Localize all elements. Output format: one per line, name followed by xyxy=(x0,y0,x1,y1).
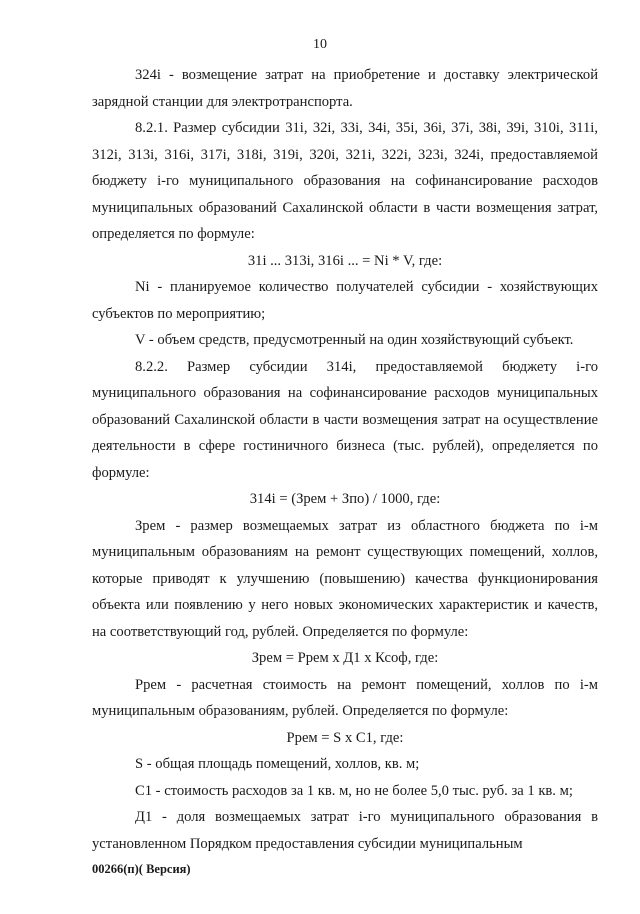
formula-314i: 314i = (Зрем + Зпо) / 1000, где: xyxy=(249,491,441,507)
definition-d1: Д1 - доля возмещаемых затрат i-го муниципального образования в установленном Порядком предоставления субсидии муниципальным xyxy=(92,809,598,852)
document-body xyxy=(92,62,598,857)
formula-rrem: Ррем = S х C1, где: xyxy=(286,729,404,746)
definition-ni: Ni - планируемое количество получателей субсидии - хозяйствующих субъектов по мероприятию; xyxy=(92,279,598,322)
formula-zrem: Зрем = Ррем х Д1 х Ксоф, где: xyxy=(251,650,439,666)
definition-c1: C1 - стоимость расходов за 1 кв. м, но не более 5,0 тыс. руб. за 1 кв. м; xyxy=(135,782,573,799)
definition-v: V - объем средств, предусмотренный на один хозяйствующий субъект. xyxy=(135,332,574,348)
formula-31i: 31i ... 313i, 316i ... = Ni * V, где: xyxy=(247,252,443,269)
paragraph-8-2-2: 8.2.2. Размер субсидии 314i, предоставляемой бюджету i-го муниципального образования на софинансирование расходов муниципальных образований Сахалинской области в части возмещения затрат на осуществление деятельности в сфере гостиничного бизнеса (тыс. рублей), определяется по формуле: xyxy=(92,358,598,481)
definition-s: S - общая площадь помещений, холлов, кв. м; xyxy=(135,756,420,772)
definition-rrem: Ррем - расчетная стоимость на ремонт помещений, холлов по i-м муниципальным образованиям, рублей. Определяется по формуле: xyxy=(92,676,598,719)
paragraph-8-2-1: 8.2.1. Размер субсидии 31i, 32i, 33i, 34i, 35i, 36i, 37i, 38i, 39i, 310i, 311i, 312i, 313i, 316i, 317i, 318i, 319i, 320i, 321i, 322i, 323i, 324i, предоставляемой бюджету i-го муниципального образования на софинансирование расходов муниципальных образований Сахалинской области в части возмещения затрат, определяется по формуле: xyxy=(92,120,598,242)
document-footer: 00266(п)( Версия) xyxy=(92,862,191,876)
page-number: 10 xyxy=(313,37,327,52)
definition-zrem: Зрем - размер возмещаемых затрат из областного бюджета по i-м муниципальным образованиям на ремонт существующих помещений, холлов, которые приводят к улучшению (повышению) качества функционирования объекта или появлению у него новых экономических характеристик и качеств, на соответствующий год, рублей. Определяется по формуле: xyxy=(92,517,598,640)
paragraph-324i: 324i - возмещение затрат на приобретение и доставку электрической зарядной станции для электротранспорта. xyxy=(92,67,598,110)
